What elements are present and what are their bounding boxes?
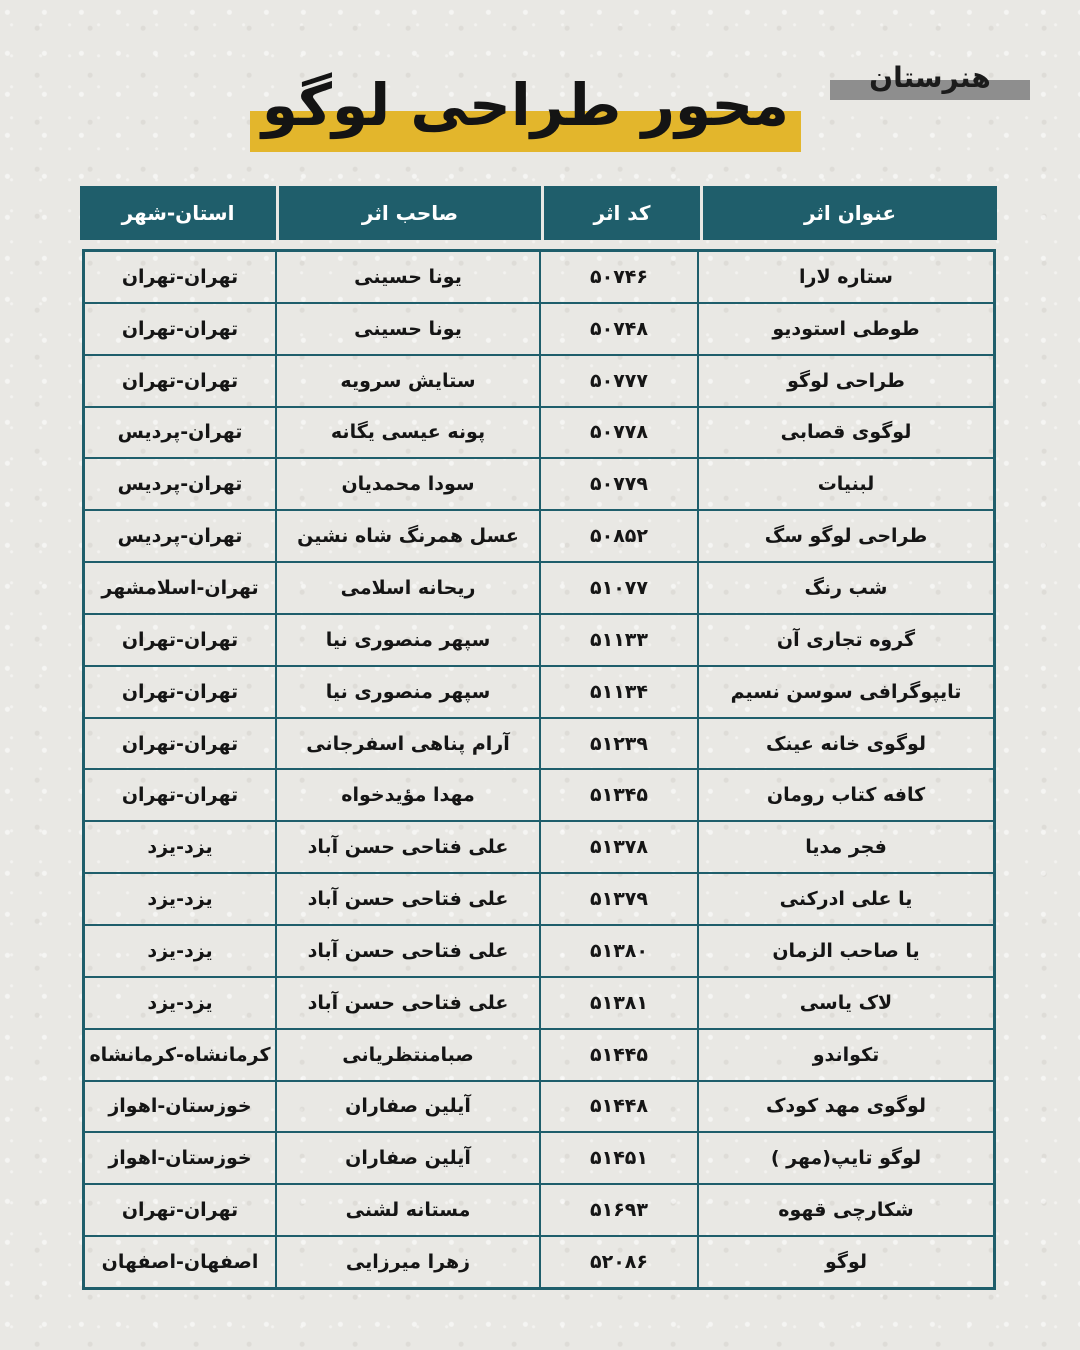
cell-title: لوگوی قصابی xyxy=(780,421,912,444)
column-header-owner: صاحب اثر xyxy=(279,186,541,240)
cell-city: تهران-تهران xyxy=(85,252,277,302)
cell-title: لاک یاسی xyxy=(799,991,893,1014)
cell-owner: یونا حسینی xyxy=(277,304,541,354)
table-row xyxy=(85,1133,993,1185)
cell-city: تهران-پردیس xyxy=(85,408,277,458)
table-row xyxy=(85,511,993,563)
cell-title: یا علی ادرکنی xyxy=(779,888,913,911)
cell-owner: مستانه لشنی xyxy=(277,1185,541,1235)
cell-code: ۵۱۳۷۹ xyxy=(541,874,699,924)
cell-code: ۵۰۷۷۸ xyxy=(541,408,699,458)
cell-owner: علی فتاحی حسن آباد xyxy=(277,978,541,1028)
cell-code: ۵۱۳۸۰ xyxy=(541,926,699,976)
table-row xyxy=(85,459,993,511)
cell-code: ۵۱۴۴۵ xyxy=(541,1030,699,1080)
cell-city: تهران-تهران xyxy=(85,770,277,820)
page-title: محور طراحی لوگو xyxy=(261,71,790,139)
cell-title: کافه کتاب رومان xyxy=(766,784,926,807)
cell-code: ۵۱۱۳۳ xyxy=(541,615,699,665)
cell-city: تهران-تهران xyxy=(85,719,277,769)
table-row xyxy=(85,1237,993,1287)
cell-city: اصفهان-اصفهان xyxy=(85,1237,277,1287)
cell-owner: سودا محمدیان xyxy=(277,459,541,509)
cell-code: ۵۰۷۴۶ xyxy=(541,252,699,302)
table-row xyxy=(85,356,993,408)
cell-code: ۵۱۴۴۸ xyxy=(541,1082,699,1132)
table-row xyxy=(85,563,993,615)
table-row xyxy=(85,719,993,771)
cell-title: طراحی لوگو xyxy=(787,369,905,392)
cell-city: یزد-یزد xyxy=(85,874,277,924)
cell-owner: مهدا مؤیدخواه xyxy=(277,770,541,820)
cell-owner: پونه عیسی یگانه xyxy=(277,408,541,458)
cell-city: تهران-تهران xyxy=(85,304,277,354)
cell-owner: آرام پناهی اسفرجانی xyxy=(277,719,541,769)
cell-title: ستاره لارا xyxy=(799,265,893,288)
cell-title: شکارچی قهوه xyxy=(778,1199,914,1222)
column-header-title: عنوان اثر xyxy=(703,186,997,240)
cell-code: ۵۱۱۳۴ xyxy=(541,667,699,717)
cell-owner: ستایش سرویه xyxy=(277,356,541,406)
table-row xyxy=(85,874,993,926)
cell-owner: علی فتاحی حسن آباد xyxy=(277,822,541,872)
column-header-city: استان-شهر xyxy=(80,186,276,240)
cell-code: ۵۲۰۸۶ xyxy=(541,1237,699,1287)
cell-owner: سپهر منصوری نیا xyxy=(277,615,541,665)
cell-title: تایپوگرافی سوسن نسیم xyxy=(730,680,962,703)
cell-code: ۵۱۳۴۵ xyxy=(541,770,699,820)
table-row xyxy=(85,252,993,304)
cell-city: کرمانشاه-کرمانشاه xyxy=(85,1030,277,1080)
cell-code: ۵۱۲۳۹ xyxy=(541,719,699,769)
cell-code: ۵۱۶۹۳ xyxy=(541,1185,699,1235)
table-row xyxy=(85,926,993,978)
cell-city: تهران-تهران xyxy=(85,615,277,665)
cell-city: تهران-تهران xyxy=(85,356,277,406)
cell-title: شب رنگ xyxy=(804,576,888,599)
cell-city: یزد-یزد xyxy=(85,926,277,976)
table-row xyxy=(85,615,993,667)
cell-code: ۵۱۳۷۸ xyxy=(541,822,699,872)
cell-owner: علی فتاحی حسن آباد xyxy=(277,874,541,924)
table-row xyxy=(85,822,993,874)
cell-title: لوگو تایپ(مهر ) xyxy=(770,1147,922,1170)
table-row xyxy=(85,408,993,460)
table-row xyxy=(85,667,993,719)
cell-city: تهران-تهران xyxy=(85,1185,277,1235)
cell-title: فجر مدیا xyxy=(805,836,887,859)
cell-title: طراحی لوگو سگ xyxy=(764,525,928,548)
cell-owner: علی فتاحی حسن آباد xyxy=(277,926,541,976)
cell-city: یزد-یزد xyxy=(85,822,277,872)
results-table xyxy=(82,249,996,1290)
table-row xyxy=(85,304,993,356)
cell-city: تهران-تهران xyxy=(85,667,277,717)
cell-city: تهران-اسلامشهر xyxy=(85,563,277,613)
table-row xyxy=(85,770,993,822)
cell-title: لوگو xyxy=(825,1250,868,1273)
table-header xyxy=(80,186,997,240)
cell-owner: آیلین صفاران xyxy=(277,1133,541,1183)
cell-city: یزد-یزد xyxy=(85,978,277,1028)
cell-owner: آیلین صفاران xyxy=(277,1082,541,1132)
cell-code: ۵۱۴۵۱ xyxy=(541,1133,699,1183)
cell-owner: صبامنتظریانی xyxy=(277,1030,541,1080)
cell-code: ۵۰۷۴۸ xyxy=(541,304,699,354)
column-header-code: کد اثر xyxy=(544,186,700,240)
cell-owner: عسل همرنگ شاه نشین xyxy=(277,511,541,561)
cell-title: لوگوی خانه عینک xyxy=(765,732,927,755)
cell-title: لوگوی مهد کودک xyxy=(765,1095,927,1118)
cell-owner: زهرا میرزایی xyxy=(277,1237,541,1287)
cell-title: یا صاحب الزمان xyxy=(772,939,920,962)
cell-code: ۵۱۰۷۷ xyxy=(541,563,699,613)
cell-code: ۵۰۷۷۹ xyxy=(541,459,699,509)
cell-title: گروه تجاری آن xyxy=(776,628,916,651)
cell-code: ۵۰۷۷۷ xyxy=(541,356,699,406)
cell-city: تهران-پردیس xyxy=(85,459,277,509)
section-label: هنرستان xyxy=(869,61,991,94)
cell-code: ۵۱۳۸۱ xyxy=(541,978,699,1028)
cell-owner: ریحانه اسلامی xyxy=(277,563,541,613)
table-row xyxy=(85,978,993,1030)
cell-title: لبنیات xyxy=(817,473,875,496)
cell-city: تهران-پردیس xyxy=(85,511,277,561)
cell-owner: سپهر منصوری نیا xyxy=(277,667,541,717)
cell-owner: یونا حسینی xyxy=(277,252,541,302)
cell-city: خوزستان-اهواز xyxy=(85,1082,277,1132)
table-row xyxy=(85,1082,993,1134)
cell-title: تکواندو xyxy=(812,1043,880,1066)
cell-code: ۵۰۸۵۲ xyxy=(541,511,699,561)
table-row xyxy=(85,1030,993,1082)
cell-title: طوطی استودیو xyxy=(772,317,920,340)
table-row xyxy=(85,1185,993,1237)
cell-city: خوزستان-اهواز xyxy=(85,1133,277,1183)
